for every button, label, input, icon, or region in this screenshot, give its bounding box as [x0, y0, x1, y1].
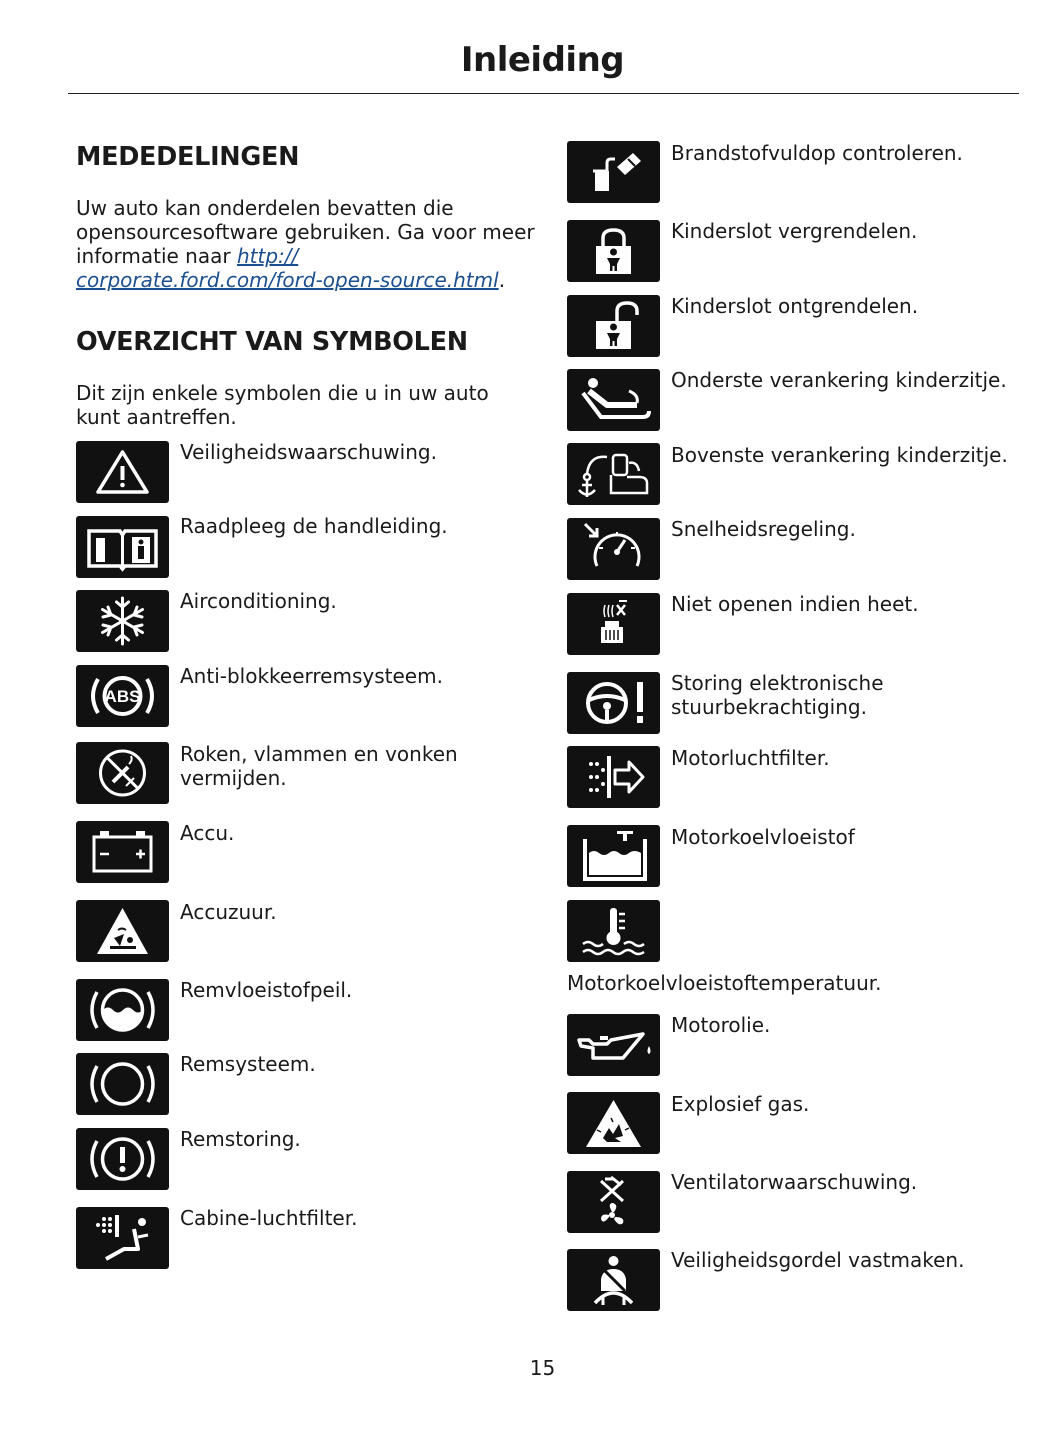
symbol-label: Motorkoelvloeistof [671, 825, 855, 849]
lower-child-anchor-icon [567, 369, 660, 431]
symbol-label: Explosief gas. [671, 1092, 810, 1116]
no-smoking-icon [76, 742, 169, 804]
coolant-temperature-icon [567, 900, 660, 962]
power-steering-fault-icon [567, 672, 660, 734]
symbol-label: Motorkoelvloeistoftemperatuur. [567, 971, 882, 995]
symbol-label: Remstoring. [180, 1127, 301, 1151]
warning-triangle-icon [76, 441, 169, 503]
do-not-open-hot-icon [567, 593, 660, 655]
fan-warning-icon [567, 1171, 660, 1233]
notices-paragraph [76, 196, 536, 292]
engine-air-filter-icon [567, 746, 660, 808]
notices-text-end: . [498, 268, 506, 292]
child-lock-unlocked-icon [567, 295, 660, 357]
symbols-heading: OVERZICHT VAN SYMBOLEN [76, 327, 468, 357]
explosive-gas-icon [567, 1092, 660, 1154]
page-title: Inleiding [460, 40, 625, 80]
symbol-label: Roken, vlammen en vonken vermijden. [180, 742, 458, 790]
symbol-label: Cabine-luchtfilter. [180, 1206, 358, 1230]
battery-icon [76, 821, 169, 883]
symbol-label: Accu. [180, 821, 235, 845]
speed-control-icon [567, 518, 660, 580]
upper-child-tether-icon [567, 443, 660, 505]
notices-text: Uw auto kan onderdelen bevatten die opensourcesoftware gebruiken. Ga voor meer informatie naar [76, 196, 535, 268]
symbol-label: Motorluchtfilter. [671, 746, 830, 770]
engine-oil-icon [567, 1014, 660, 1076]
page-number: 15 [529, 1356, 556, 1380]
symbol-label: Veiligheidsgordel vastmaken. [671, 1248, 965, 1272]
abs-icon [76, 665, 169, 727]
symbol-label: Raadpleeg de handleiding. [180, 514, 448, 538]
engine-coolant-icon [567, 825, 660, 887]
symbol-label: Snelheidsregeling. [671, 517, 856, 541]
symbol-label: Accuzuur. [180, 900, 277, 924]
symbol-label: Veiligheidswaarschuwing. [180, 440, 437, 464]
symbol-label: Airconditioning. [180, 589, 337, 613]
symbol-label: Anti-blokkeerremsysteem. [180, 664, 443, 688]
seatbelt-icon [567, 1249, 660, 1311]
symbol-label: Kinderslot ontgrendelen. [671, 294, 919, 318]
notices-heading: MEDEDELINGEN [76, 142, 300, 172]
child-lock-locked-icon [567, 220, 660, 282]
symbol-label: Niet openen indien heet. [671, 592, 919, 616]
symbol-label: Onderste verankering kinderzitje. [671, 368, 1007, 392]
symbol-label: Kinderslot vergrendelen. [671, 219, 918, 243]
battery-acid-icon [76, 900, 169, 962]
symbol-label: Ventilatorwaarschuwing. [671, 1170, 918, 1194]
svg-text:ABS: ABS [104, 687, 141, 706]
open-source-link[interactable]: http:// corporate.ford.com/ford-open-source.html [76, 244, 499, 292]
cabin-air-filter-icon [76, 1207, 169, 1269]
symbols-intro: Dit zijn enkele symbolen die u in uw auto kunt aantreffen. [76, 381, 489, 429]
fuel-cap-icon [567, 141, 660, 203]
brake-system-icon [76, 1053, 169, 1115]
symbol-label: Storing elektronische stuurbekrachtiging. [671, 671, 884, 719]
symbol-label: Remsysteem. [180, 1052, 316, 1076]
brake-fluid-icon [76, 979, 169, 1041]
owner-manual-icon [76, 516, 169, 578]
symbol-label: Remvloeistofpeil. [180, 978, 353, 1002]
snowflake-icon [76, 590, 169, 652]
brake-warning-icon [76, 1128, 169, 1190]
symbol-label: Bovenste verankering kinderzitje. [671, 443, 1008, 467]
symbol-label: Motorolie. [671, 1013, 771, 1037]
symbol-label: Brandstofvuldop controleren. [671, 141, 963, 165]
title-divider [68, 93, 1019, 94]
